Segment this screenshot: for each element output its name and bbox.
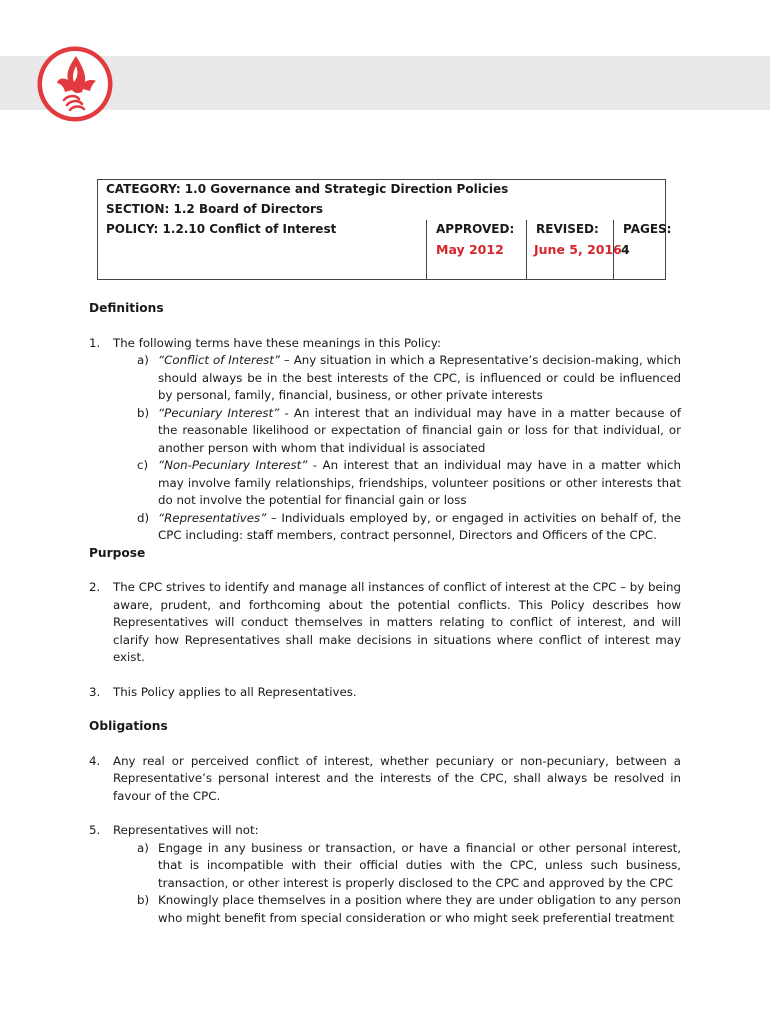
- paragraph-number: 4.: [89, 753, 101, 768]
- paragraph-5: [89, 822, 681, 840]
- policy-body: [89, 300, 681, 927]
- definition-text: – Any situation in which a Representative’s decision-making, which should always be in the best interests of the CPC, is influenced or could be influenced by personal, family, financial, business, or other private interests: [158, 353, 681, 402]
- definition-term: “Pecuniary Interest”: [158, 405, 280, 420]
- paragraph-text: Representatives will not:: [113, 823, 259, 837]
- definition-text: – Individuals employed by, or engaged in activities on behalf of, the CPC including: staff members, contract personnel, Directors and Officers of the CPC.: [158, 510, 681, 542]
- paragraph-text: The following terms have these meanings in this Policy:: [113, 335, 442, 350]
- obligation-item: a) Engage in any business or transaction, or have a financial or other personal interest, that is incompatible with their official duties with the CPC, unless such business, transaction, or other interest is properly disclosed to the CPC and approved by the CPC: [137, 840, 681, 890]
- paragraph-1: [89, 335, 681, 353]
- pages-label: PAGES:: [623, 222, 672, 236]
- paragraph-number: 5.: [89, 823, 101, 837]
- obligation-text: Knowingly place themselves in a position where they are under obligation to any person who might benefit from special consideration or who might seek preferential treatment: [158, 893, 681, 925]
- paragraph-4: [89, 753, 681, 806]
- paragraph-text: Any real or perceived conflict of interest, whether pecuniary or non-pecuniary, between a Representative’s personal interest and the interests of the CPC, shall always be resolved in favour of the CPC.: [113, 753, 681, 803]
- paragraph-number: 2.: [89, 580, 101, 594]
- definition-term: “Representatives”: [158, 510, 267, 525]
- definition-term: “Non-Pecuniary Interest”: [158, 458, 308, 472]
- policy-line: POLICY: 1.2.10 Conflict of Interest: [106, 222, 337, 236]
- paragraph-2: [89, 579, 681, 667]
- paragraph-number: 1.: [89, 335, 101, 350]
- paragraph-text: This Policy applies to all Representatives.: [113, 684, 357, 699]
- approved-value: May 2012: [436, 242, 504, 257]
- section-line: SECTION: 1.2 Board of Directors: [106, 202, 324, 216]
- paragraph-text: The CPC strives to identify and manage all instances of conflict of interest at the CPC – by being aware, prudent, and forthcoming about the potential conflicts. This Policy describes how Representatives will conduct themselves in matters relating to conflict of interest, and will clarify how Representatives shall make decisions in situations where conflict of interest may exist.: [113, 580, 681, 664]
- paragraph-3: [89, 684, 681, 702]
- definition-item: a) “Conflict of Interest” – Any situation in which a Representative’s decision-making, which should always be in the best interests of the CPC, is influenced or could be influenced by personal, family, financial, business, or other private interests: [137, 353, 681, 402]
- obligation-text: Engage in any business or transaction, or have a financial or other personal interest, that is incompatible with their official duties with the CPC, unless such business, transaction, or other interest is properly disclosed to the CPC and approved by the CPC: [158, 840, 681, 890]
- approved-label: APPROVED:: [436, 222, 515, 236]
- pages-cell: [613, 220, 672, 279]
- revised-label: REVISED:: [536, 222, 599, 236]
- approved-cell: [426, 220, 527, 279]
- definition-item: d) “Representatives” – Individuals employed by, or engaged in activities on behalf of, the CPC including: staff members, contract personnel, Directors and Officers of the CPC.: [137, 510, 681, 542]
- cpc-logo-icon: [36, 45, 114, 123]
- definition-item: c) “Non-Pecuniary Interest” - An interest that an individual may have in a matter which may involve family relationships, friendships, volunteer positions or other interests that do not involve the potential for financial gain or loss: [137, 458, 681, 507]
- paragraph-number: 3.: [89, 684, 101, 699]
- header-band: [0, 56, 770, 110]
- category-line: CATEGORY: 1.0 Governance and Strategic Direction Policies: [106, 182, 509, 196]
- obligations-heading: Obligations: [89, 719, 168, 733]
- definition-item: b) “Pecuniary Interest” - An interest that an individual may have in a matter because of the reasonable likelihood or expectation of financial gain or loss for that individual, or another person with whom that individual is associated: [137, 405, 681, 455]
- policy-header-table: [97, 179, 672, 280]
- purpose-heading: Purpose: [89, 545, 146, 560]
- revised-cell: [526, 220, 622, 279]
- definition-text: - An interest that an individual may have in a matter because of the reasonable likelihood or expectation of financial gain or loss for that individual, or another person with whom that individual is associated: [158, 405, 681, 455]
- definition-term: “Conflict of Interest”: [158, 353, 281, 367]
- revised-value: June 5, 2016: [534, 242, 622, 257]
- pages-value: 4: [621, 242, 630, 257]
- definition-text: - An interest that an individual may have in a matter which may involve family relationships, friendships, volunteer positions or other interests that do not involve the potential for financial gain or loss: [158, 458, 681, 507]
- obligation-item: b) Knowingly place themselves in a position where they are under obligation to any person who might benefit from special consideration or who might seek preferential treatment: [137, 893, 681, 925]
- definitions-heading: Definitions: [89, 301, 164, 315]
